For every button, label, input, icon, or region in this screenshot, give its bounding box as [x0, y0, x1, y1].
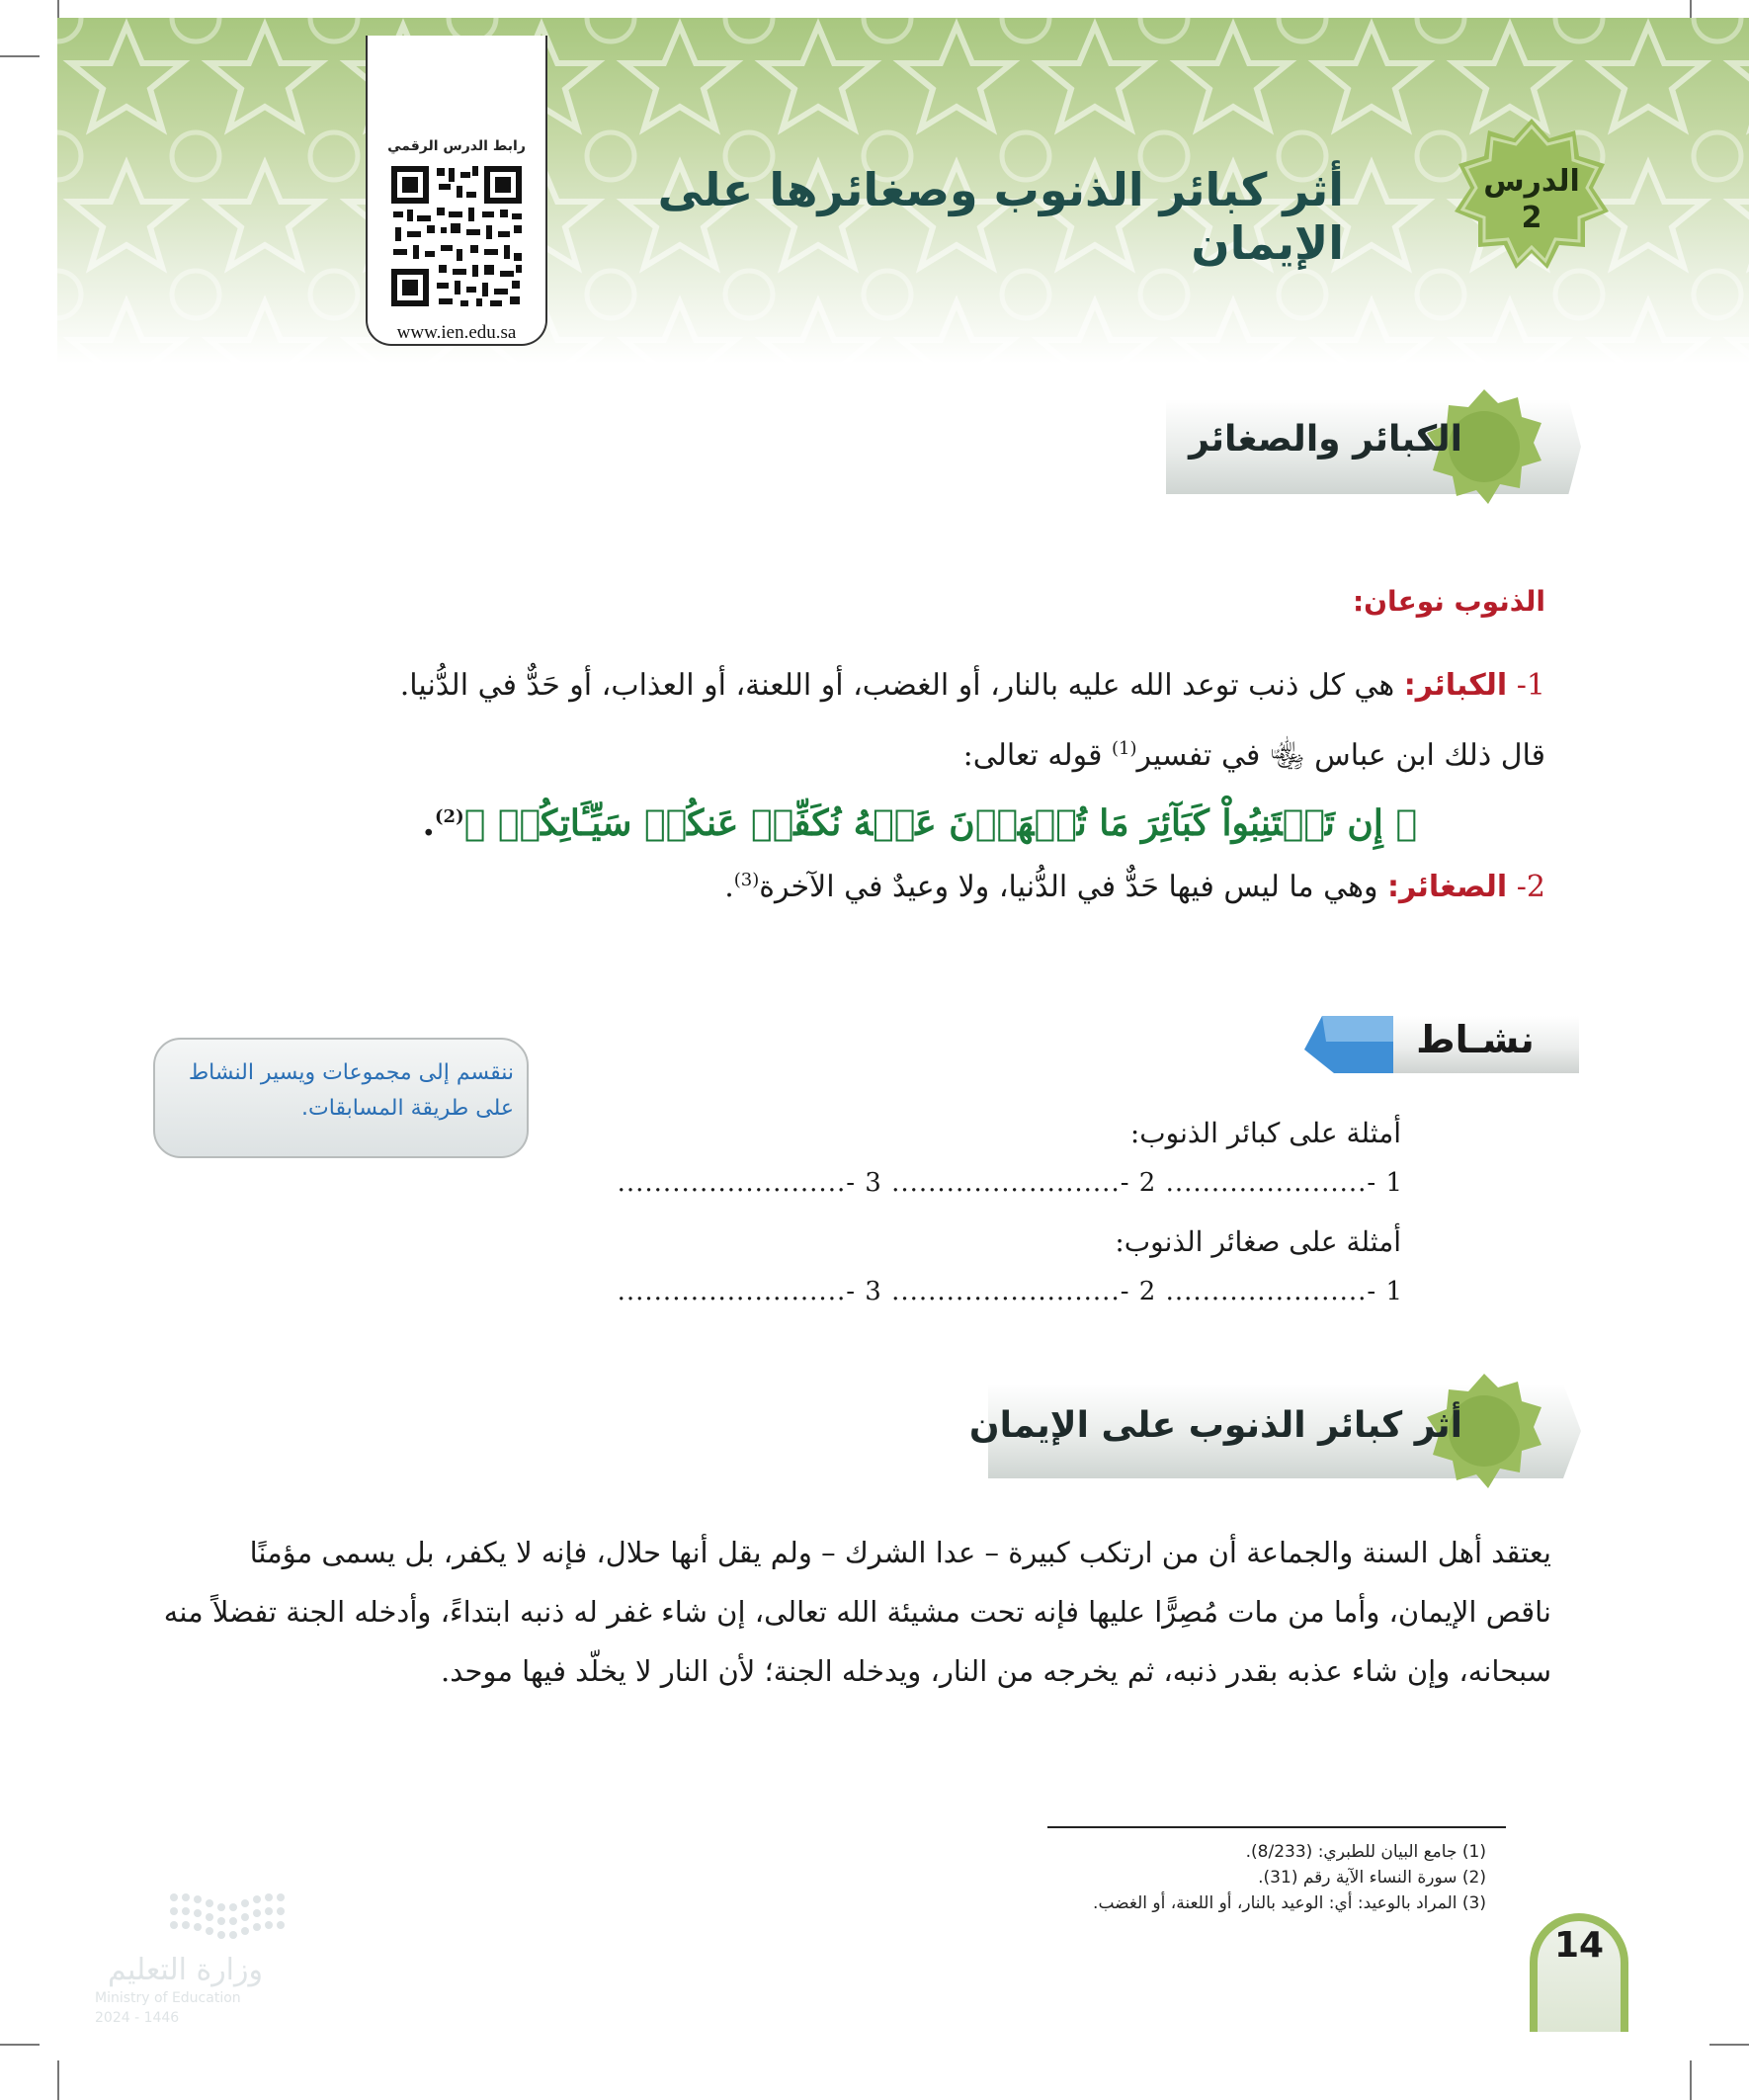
qr-code-icon[interactable]	[387, 162, 526, 310]
major-sins-definition	[296, 668, 1545, 703]
ministry-year: 2024 - 1446	[95, 2010, 180, 2026]
ministry-logo-icon	[95, 1890, 332, 1949]
lesson-number: 2	[1521, 201, 1542, 235]
section-title-major-minor: الكبائر والصغائر	[1189, 419, 1462, 460]
source-text-a: قال ذلك ابن عباس ﵄ في تفسير	[1136, 738, 1545, 773]
verse-bracket-close: ﴾	[463, 802, 486, 844]
ministry-name-en: Ministry of Education	[95, 1990, 241, 2006]
crop-mark	[57, 2060, 59, 2100]
minor-sins-text: وهي ما ليس فيها حَدٌّ في الدُّنيا، ولا وعيدٌ في الآخرة	[759, 870, 1387, 904]
crop-mark	[1690, 2060, 1692, 2100]
minor-sins-definition	[593, 870, 1545, 904]
crop-mark	[1709, 2044, 1749, 2046]
qr-card[interactable]	[366, 36, 547, 346]
crop-mark	[0, 2044, 40, 2046]
item-number: 2-	[1507, 870, 1545, 904]
lesson-label: الدرس	[1483, 164, 1580, 199]
verse-bracket-open: ﴿	[1395, 802, 1417, 844]
page-number: 14	[1553, 1925, 1605, 1966]
qr-caption: رابط الدرس الرقمي	[387, 138, 526, 154]
lesson-title: أثر كبائر الذنوب وصغائرها على الإيمان	[657, 163, 1344, 270]
ministry-name-ar: وزارة التعليم	[107, 1953, 263, 1987]
paragraph-line: يعتقد أهل السنة والجماعة أن من ارتكب كبيرة – عدا الشرك – ولم يقل أنها حلال، فإنه لا يكفر، بل يسمى مؤمنًا	[249, 1536, 1551, 1569]
item-number: 1-	[1507, 668, 1545, 703]
verse-text: إِن تَجۡتَنِبُواْ كَبَآئِرَ مَا تُنۡهَوۡنَ عَنۡهُ نُكَفِّرۡ عَنكُمۡ سَيِّـَٔاتِكُمۡ	[497, 802, 1383, 844]
ibn-abbas-source	[692, 737, 1545, 780]
minor-sins-examples-prompt: أمثلة على صغائر الذنوب:	[1115, 1225, 1401, 1258]
footnote-ref-1[interactable]: (1)	[1112, 738, 1137, 759]
footnote-separator	[1047, 1826, 1506, 1828]
footnote-2: (2) سورة النساء الآية رقم (31).	[1258, 1868, 1486, 1888]
qr-url[interactable]: www.ien.edu.sa	[396, 322, 517, 343]
footnote-3: (3) المراد بالوعيد: أي: الوعيد بالنار، أو اللعنة، أو الغضب.	[1093, 1893, 1486, 1913]
sins-types-heading: الذنوب نوعان:	[1352, 585, 1545, 618]
crop-mark	[0, 55, 40, 57]
paragraph-line: ناقص الإيمان، وأما من مات مُصِرًّا عليها فإنه تحت مشيئة الله تعالى، إن شاء غفر له ذنبه ابتداءً، وأدخله الجنة تفضلاً منه	[163, 1595, 1551, 1629]
major-sins-text: هي كل ذنب توعد الله عليه بالنار، أو الغضب، أو اللعنة، أو العذاب، أو حَدٌّ في الدُّنيا.	[399, 668, 1404, 703]
footnote-ref-3[interactable]: (3)	[733, 870, 760, 890]
major-sins-examples-prompt: أمثلة على كبائر الذنوب:	[1129, 1117, 1401, 1149]
teacher-note-text: ننقسم إلى مجموعات ويسير النشاط على طريقة المسابقات.	[188, 1060, 514, 1121]
section-title-effect-on-faith: أثر كبائر الذنوب على الإيمان	[968, 1405, 1462, 1446]
minor-sins-blanks[interactable]: 1 -...................... 2 -......................... 3 -.........................	[617, 1277, 1403, 1306]
minor-sins-period: .	[724, 870, 734, 904]
paragraph-line: سبحانه، وإن شاء عذبه بقدر ذنبه، ثم يخرجه من النار، ويدخله الجنة؛ لأن النار لا يخلّد فيها موحد.	[441, 1654, 1551, 1688]
footnote-ref-2[interactable]: (2)	[435, 806, 464, 827]
verse-period: .	[422, 802, 435, 844]
footnote-1: (1) جامع البيان للطبري: (8/233).	[1245, 1842, 1486, 1862]
term-major-sins: الكبائر:	[1403, 668, 1508, 703]
major-sins-blanks[interactable]: 1 -...................... 2 -......................... 3 -.........................	[617, 1168, 1403, 1198]
activity-label: نشـاط	[1416, 1018, 1535, 1061]
source-text-b: قوله تعالى:	[962, 738, 1112, 773]
term-minor-sins: الصغائر:	[1386, 870, 1508, 904]
quran-verse	[395, 802, 1417, 844]
